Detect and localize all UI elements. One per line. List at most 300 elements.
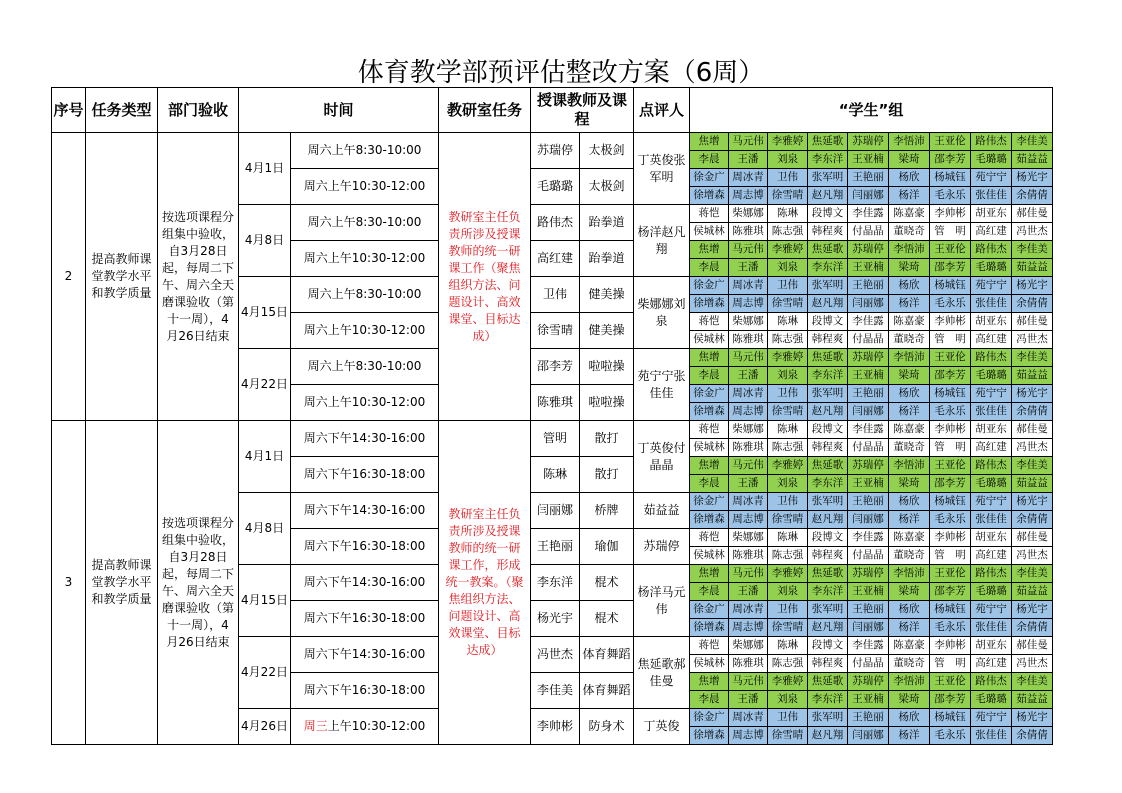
reviewer: 杨洋马元伟 — [634, 565, 690, 637]
student-name: 周冰青 — [729, 169, 768, 187]
student-name: 王艳丽 — [848, 277, 889, 295]
reviewer: 丁英俊 — [634, 709, 690, 745]
student-name: 苏瑞停 — [848, 457, 889, 475]
date-cell: 4月15日 — [239, 277, 291, 349]
teacher-name: 王艳丽 — [531, 529, 580, 565]
time-slot: 周六下午14:30-16:00 — [291, 565, 439, 601]
student-name: 卫伟 — [768, 385, 808, 403]
course-name: 跆拳道 — [580, 205, 634, 241]
student-name: 李晨 — [690, 259, 729, 277]
student-name: 马元伟 — [729, 673, 768, 691]
student-name: 刘泉 — [768, 691, 808, 709]
student-name: 周志博 — [729, 727, 768, 745]
student-name: 韩程爽 — [808, 655, 848, 673]
student-name: 焦延歌 — [808, 349, 848, 367]
student-name: 茹益益 — [1012, 583, 1053, 601]
student-name: 王亚楠 — [848, 367, 889, 385]
student-name: 赵凡翔 — [808, 619, 848, 637]
student-name: 周志博 — [729, 295, 768, 313]
student-name: 苑宁宁 — [971, 493, 1012, 511]
student-name: 张军明 — [808, 385, 848, 403]
student-name: 杨城钰 — [930, 709, 971, 727]
time-slot: 周六上午8:30-10:00 — [291, 205, 439, 241]
header-dept-check: 部门验收 — [158, 88, 239, 133]
student-name: 段博文 — [808, 637, 848, 655]
date-cell: 4月1日 — [239, 421, 291, 493]
student-name: 冯世杰 — [1012, 439, 1053, 457]
student-name: 李悟沛 — [889, 349, 930, 367]
student-name: 陈雅琪 — [729, 547, 768, 565]
student-name: 路伟杰 — [971, 565, 1012, 583]
student-name: 苏瑞停 — [848, 133, 889, 151]
student-name: 杨光宇 — [1012, 385, 1053, 403]
time-slot: 周六上午10:30-12:00 — [291, 385, 439, 421]
student-name: 闫丽娜 — [848, 187, 889, 205]
teacher-name: 高红建 — [531, 241, 580, 277]
student-name: 王亚伦 — [930, 565, 971, 583]
student-name: 杨洋 — [889, 727, 930, 745]
student-name: 杨光宇 — [1012, 277, 1053, 295]
student-name: 陈志强 — [768, 331, 808, 349]
student-name: 李雅婷 — [768, 457, 808, 475]
student-name: 徐金广 — [690, 493, 729, 511]
student-name: 赵凡翔 — [808, 295, 848, 313]
student-name: 董晓奇 — [889, 547, 930, 565]
reviewer: 丁英俊付晶晶 — [634, 421, 690, 493]
teacher-name: 毛璐璐 — [531, 169, 580, 205]
student-name: 张佳佳 — [971, 295, 1012, 313]
header-row — [52, 88, 1094, 133]
student-name: 李雅婷 — [768, 349, 808, 367]
student-name: 赵凡翔 — [808, 727, 848, 745]
course-name: 健美操 — [580, 277, 634, 313]
student-name: 张佳佳 — [971, 187, 1012, 205]
student-name: 李佳美 — [1012, 349, 1053, 367]
student-name: 余倩倩 — [1012, 511, 1053, 529]
student-name: 王潘 — [729, 583, 768, 601]
student-name: 侯城林 — [690, 547, 729, 565]
student-name: 余倩倩 — [1012, 187, 1053, 205]
task-type: 提高教师课堂教学水平和教学质量 — [86, 421, 158, 745]
dept-check: 按选项课程分组集中验收，自3月28日起，每周二下午、周六全天磨课验收（第十一周），4月26日结束 — [158, 133, 239, 421]
student-name: 管 明 — [930, 547, 971, 565]
student-name: 徐雪晴 — [768, 187, 808, 205]
student-name: 邵李芳 — [930, 691, 971, 709]
time-slot: 周六下午16:30-18:00 — [291, 457, 439, 493]
student-name: 陈嘉豪 — [889, 205, 930, 223]
student-name: 焦延歌 — [808, 565, 848, 583]
header-students: “学生”组 — [690, 88, 1053, 133]
student-name: 段博文 — [808, 421, 848, 439]
schedule-table — [51, 87, 1094, 745]
student-name: 付晶晶 — [848, 223, 889, 241]
teacher-name: 冯世杰 — [531, 637, 580, 673]
student-name: 董晓奇 — [889, 223, 930, 241]
course-name: 太极剑 — [580, 133, 634, 169]
student-name: 刘泉 — [768, 151, 808, 169]
student-name: 毛璐璐 — [971, 367, 1012, 385]
date-cell: 4月8日 — [239, 205, 291, 277]
student-name: 高红建 — [971, 439, 1012, 457]
student-name: 杨欣 — [889, 493, 930, 511]
header-office-task: 教研室任务 — [439, 88, 531, 133]
student-name: 卫伟 — [768, 709, 808, 727]
student-name: 付晶晶 — [848, 439, 889, 457]
student-name: 杨洋 — [889, 187, 930, 205]
time-slot: 周六上午8:30-10:00 — [291, 277, 439, 313]
student-name: 毛永乐 — [930, 295, 971, 313]
student-name: 蒋恺 — [690, 313, 729, 331]
student-name: 董晓奇 — [889, 331, 930, 349]
student-name: 冯世杰 — [1012, 331, 1053, 349]
student-name: 王亚伦 — [930, 457, 971, 475]
student-name: 李帅彬 — [930, 313, 971, 331]
student-name: 李东洋 — [808, 583, 848, 601]
course-name: 防身术 — [580, 709, 634, 745]
student-name: 苑宁宁 — [971, 385, 1012, 403]
student-name: 李雅婷 — [768, 565, 808, 583]
student-name: 余倩倩 — [1012, 295, 1053, 313]
student-name: 王亚楠 — [848, 691, 889, 709]
student-name: 闫丽娜 — [848, 295, 889, 313]
student-name: 杨城钰 — [930, 385, 971, 403]
student-name: 柴娜娜 — [729, 313, 768, 331]
task-type: 提高教师课堂教学水平和教学质量 — [86, 133, 158, 421]
student-name: 张佳佳 — [971, 511, 1012, 529]
student-name: 梁琦 — [889, 583, 930, 601]
student-name: 李晨 — [690, 151, 729, 169]
student-name: 徐金广 — [690, 385, 729, 403]
student-name: 李悟沛 — [889, 673, 930, 691]
student-name: 李悟沛 — [889, 457, 930, 475]
reviewer: 苏瑞停 — [634, 529, 690, 565]
student-name: 路伟杰 — [971, 241, 1012, 259]
course-name: 太极剑 — [580, 169, 634, 205]
student-name: 马元伟 — [729, 565, 768, 583]
student-name: 徐金广 — [690, 169, 729, 187]
student-name: 杨光宇 — [1012, 169, 1053, 187]
office-task: 教研室主任负责所涉及授课教师的统一研课工作（聚焦组织方法、问题设计、高效课堂、目标达成） — [439, 133, 531, 421]
student-name: 王潘 — [729, 475, 768, 493]
time-slot: 周六下午14:30-16:00 — [291, 637, 439, 673]
student-name: 毛璐璐 — [971, 151, 1012, 169]
course-name: 棍术 — [580, 601, 634, 637]
course-name: 啦啦操 — [580, 385, 634, 421]
student-name: 苑宁宁 — [971, 169, 1012, 187]
student-name: 余倩倩 — [1012, 727, 1053, 745]
course-name: 瑜伽 — [580, 529, 634, 565]
student-name: 卫伟 — [768, 601, 808, 619]
student-name: 管 明 — [930, 223, 971, 241]
teacher-name: 陈琳 — [531, 457, 580, 493]
date-cell: 4月26日 — [239, 709, 291, 745]
time-rest: 上午10:30-12:00 — [327, 719, 426, 733]
time-slot: 周六下午14:30-16:00 — [291, 493, 439, 529]
student-name: 冯世杰 — [1012, 223, 1053, 241]
student-name: 毛永乐 — [930, 727, 971, 745]
course-name: 桥牌 — [580, 493, 634, 529]
student-name: 茹益益 — [1012, 367, 1053, 385]
student-name: 李东洋 — [808, 475, 848, 493]
student-name: 杨洋 — [889, 619, 930, 637]
student-name: 陈雅琪 — [729, 331, 768, 349]
student-name: 徐雪晴 — [768, 619, 808, 637]
student-name: 刘泉 — [768, 259, 808, 277]
student-name: 王亚楠 — [848, 475, 889, 493]
student-name: 张军明 — [808, 709, 848, 727]
reviewer: 杨洋赵凡翔 — [634, 205, 690, 277]
student-name: 李帅彬 — [930, 529, 971, 547]
student-name: 韩程爽 — [808, 439, 848, 457]
student-name: 韩程爽 — [808, 331, 848, 349]
student-name: 周冰青 — [729, 493, 768, 511]
student-name: 李东洋 — [808, 691, 848, 709]
student-name: 焦增 — [690, 457, 729, 475]
student-name: 徐增森 — [690, 295, 729, 313]
page-title: 体育教学部预评估整改方案（6周） — [357, 58, 765, 88]
student-name: 冯世杰 — [1012, 655, 1053, 673]
student-name: 徐雪晴 — [768, 295, 808, 313]
time-slot: 周六下午14:30-16:00 — [291, 421, 439, 457]
student-name: 李帅彬 — [930, 205, 971, 223]
teacher-name: 卫伟 — [531, 277, 580, 313]
student-name: 杨洋 — [889, 403, 930, 421]
student-name: 毛永乐 — [930, 403, 971, 421]
student-name: 邵李芳 — [930, 151, 971, 169]
student-name: 周志博 — [729, 619, 768, 637]
student-name: 管 明 — [930, 655, 971, 673]
student-name: 柴娜娜 — [729, 421, 768, 439]
student-name: 徐金广 — [690, 277, 729, 295]
course-name: 健美操 — [580, 313, 634, 349]
student-name: 付晶晶 — [848, 547, 889, 565]
student-name: 茹益益 — [1012, 151, 1053, 169]
student-name: 周志博 — [729, 403, 768, 421]
student-name: 路伟杰 — [971, 457, 1012, 475]
dept-check: 按选项课程分组集中验收，自3月28日起，每周二下午、周六全天磨课验收（第十一周），4月26日结束 — [158, 421, 239, 745]
student-name: 高红建 — [971, 547, 1012, 565]
course-name: 棍术 — [580, 565, 634, 601]
student-name: 周冰青 — [729, 601, 768, 619]
student-name: 杨欣 — [889, 601, 930, 619]
student-name: 王亚伦 — [930, 133, 971, 151]
student-name: 李佳露 — [848, 205, 889, 223]
student-name: 王亚楠 — [848, 583, 889, 601]
student-name: 王艳丽 — [848, 493, 889, 511]
student-name: 马元伟 — [729, 133, 768, 151]
student-name: 徐金广 — [690, 601, 729, 619]
student-name: 赵凡翔 — [808, 403, 848, 421]
course-name: 散打 — [580, 457, 634, 493]
student-name: 路伟杰 — [971, 673, 1012, 691]
student-name: 付晶晶 — [848, 331, 889, 349]
date-cell: 4月1日 — [239, 133, 291, 205]
student-name: 杨洋 — [889, 295, 930, 313]
student-name: 王亚伦 — [930, 349, 971, 367]
header-teacher-course: 授课教师及课程 — [531, 88, 634, 133]
student-name: 董晓奇 — [889, 439, 930, 457]
student-name: 管 明 — [930, 439, 971, 457]
teacher-name: 李佳美 — [531, 673, 580, 709]
student-name: 李佳露 — [848, 313, 889, 331]
time-slot: 周六下午16:30-18:00 — [291, 673, 439, 709]
reviewer: 丁英俊张军明 — [634, 133, 690, 205]
office-task: 教研室主任负责所涉及授课教师的统一研课工作，形成统一教案。（聚焦组织方法、问题设计、高效课堂、目标达成） — [439, 421, 531, 745]
student-name: 王亚伦 — [930, 673, 971, 691]
student-name: 李东洋 — [808, 151, 848, 169]
student-name: 李悟沛 — [889, 133, 930, 151]
student-name: 杨城钰 — [930, 277, 971, 295]
teacher-name: 杨光宇 — [531, 601, 580, 637]
student-name: 苏瑞停 — [848, 241, 889, 259]
student-name: 余倩倩 — [1012, 619, 1053, 637]
student-name: 胡亚东 — [971, 637, 1012, 655]
student-name: 毛璐璐 — [971, 583, 1012, 601]
student-name: 王艳丽 — [848, 169, 889, 187]
student-name: 闫丽娜 — [848, 619, 889, 637]
student-name: 郝佳曼 — [1012, 205, 1053, 223]
student-name: 李雅婷 — [768, 133, 808, 151]
student-name: 李雅婷 — [768, 673, 808, 691]
date-cell: 4月22日 — [239, 349, 291, 421]
student-name: 徐增森 — [690, 511, 729, 529]
student-name: 李悟沛 — [889, 565, 930, 583]
student-name: 陈琳 — [768, 313, 808, 331]
student-name: 管 明 — [930, 331, 971, 349]
teacher-name: 李东洋 — [531, 565, 580, 601]
student-name: 郝佳曼 — [1012, 637, 1053, 655]
header-task-type: 任务类型 — [86, 88, 158, 133]
student-name: 郝佳曼 — [1012, 529, 1053, 547]
student-name: 李雅婷 — [768, 241, 808, 259]
student-name: 焦增 — [690, 673, 729, 691]
time-slot — [291, 709, 439, 745]
student-name: 陈志强 — [768, 439, 808, 457]
student-name: 杨城钰 — [930, 601, 971, 619]
student-name: 李佳露 — [848, 637, 889, 655]
time-slot: 周六上午10:30-12:00 — [291, 241, 439, 277]
student-name: 段博文 — [808, 529, 848, 547]
time-slot: 周六上午10:30-12:00 — [291, 169, 439, 205]
student-name: 焦延歌 — [808, 673, 848, 691]
student-name: 冯世杰 — [1012, 547, 1053, 565]
teacher-name: 徐雪晴 — [531, 313, 580, 349]
student-name: 马元伟 — [729, 241, 768, 259]
time-weekday-highlight: 周三 — [303, 719, 328, 733]
student-name: 李佳露 — [848, 529, 889, 547]
student-name: 毛永乐 — [930, 619, 971, 637]
student-name: 王潘 — [729, 367, 768, 385]
student-name: 梁琦 — [889, 151, 930, 169]
student-name: 蒋恺 — [690, 637, 729, 655]
student-name: 杨城钰 — [930, 169, 971, 187]
student-name: 李帅彬 — [930, 637, 971, 655]
seq-number: 3 — [52, 421, 86, 745]
student-name: 王潘 — [729, 691, 768, 709]
student-name: 蒋恺 — [690, 205, 729, 223]
student-name: 王艳丽 — [848, 709, 889, 727]
student-name: 赵凡翔 — [808, 511, 848, 529]
reviewer: 茹益益 — [634, 493, 690, 529]
student-name: 闫丽娜 — [848, 727, 889, 745]
student-name: 邵李芳 — [930, 583, 971, 601]
student-name: 侯城林 — [690, 439, 729, 457]
student-name: 郝佳曼 — [1012, 313, 1053, 331]
student-name: 侯城林 — [690, 331, 729, 349]
student-name: 梁琦 — [889, 691, 930, 709]
student-name: 李佳美 — [1012, 241, 1053, 259]
student-name: 焦增 — [690, 241, 729, 259]
student-name: 郝佳曼 — [1012, 421, 1053, 439]
student-name: 杨洋 — [889, 511, 930, 529]
student-name: 胡亚东 — [971, 313, 1012, 331]
student-name: 苑宁宁 — [971, 277, 1012, 295]
student-name: 李悟沛 — [889, 241, 930, 259]
student-name: 茹益益 — [1012, 691, 1053, 709]
student-name: 李佳露 — [848, 421, 889, 439]
student-name: 闫丽娜 — [848, 403, 889, 421]
student-name: 陈嘉豪 — [889, 529, 930, 547]
student-name: 杨欣 — [889, 169, 930, 187]
reviewer: 柴娜娜刘泉 — [634, 277, 690, 349]
header-reviewer: 点评人 — [634, 88, 690, 133]
student-name: 徐增森 — [690, 187, 729, 205]
student-name: 徐增森 — [690, 403, 729, 421]
student-name: 王艳丽 — [848, 385, 889, 403]
student-name: 韩程爽 — [808, 223, 848, 241]
student-name: 杨欣 — [889, 709, 930, 727]
student-name: 卫伟 — [768, 493, 808, 511]
student-name: 焦增 — [690, 349, 729, 367]
student-name: 段博文 — [808, 313, 848, 331]
student-name: 陈嘉豪 — [889, 637, 930, 655]
student-name: 徐增森 — [690, 727, 729, 745]
student-name: 陈志强 — [768, 547, 808, 565]
student-name: 毛璐璐 — [971, 475, 1012, 493]
student-name: 陈琳 — [768, 637, 808, 655]
student-name: 杨光宇 — [1012, 493, 1053, 511]
student-name: 侯城林 — [690, 655, 729, 673]
student-name: 张佳佳 — [971, 727, 1012, 745]
time-slot: 周六下午16:30-18:00 — [291, 601, 439, 637]
student-name: 焦延歌 — [808, 133, 848, 151]
teacher-name: 陈雅琪 — [531, 385, 580, 421]
student-name: 杨欣 — [889, 385, 930, 403]
student-name: 周冰青 — [729, 277, 768, 295]
student-name: 徐雪晴 — [768, 511, 808, 529]
student-name: 李晨 — [690, 583, 729, 601]
student-name: 毛璐璐 — [971, 691, 1012, 709]
student-name: 付晶晶 — [848, 655, 889, 673]
time-slot: 周六上午8:30-10:00 — [291, 349, 439, 385]
student-name: 毛永乐 — [930, 187, 971, 205]
header-time: 时间 — [239, 88, 439, 133]
student-name: 段博文 — [808, 205, 848, 223]
student-name: 陈琳 — [768, 205, 808, 223]
student-name: 高红建 — [971, 331, 1012, 349]
student-name: 杨城钰 — [930, 493, 971, 511]
student-name: 李晨 — [690, 691, 729, 709]
date-cell: 4月8日 — [239, 493, 291, 565]
student-name: 柴娜娜 — [729, 637, 768, 655]
student-name: 赵凡翔 — [808, 187, 848, 205]
student-name: 柴娜娜 — [729, 205, 768, 223]
student-name: 余倩倩 — [1012, 403, 1053, 421]
student-name: 李佳美 — [1012, 457, 1053, 475]
student-name: 陈嘉豪 — [889, 313, 930, 331]
date-cell: 4月15日 — [239, 565, 291, 637]
student-name: 卫伟 — [768, 169, 808, 187]
